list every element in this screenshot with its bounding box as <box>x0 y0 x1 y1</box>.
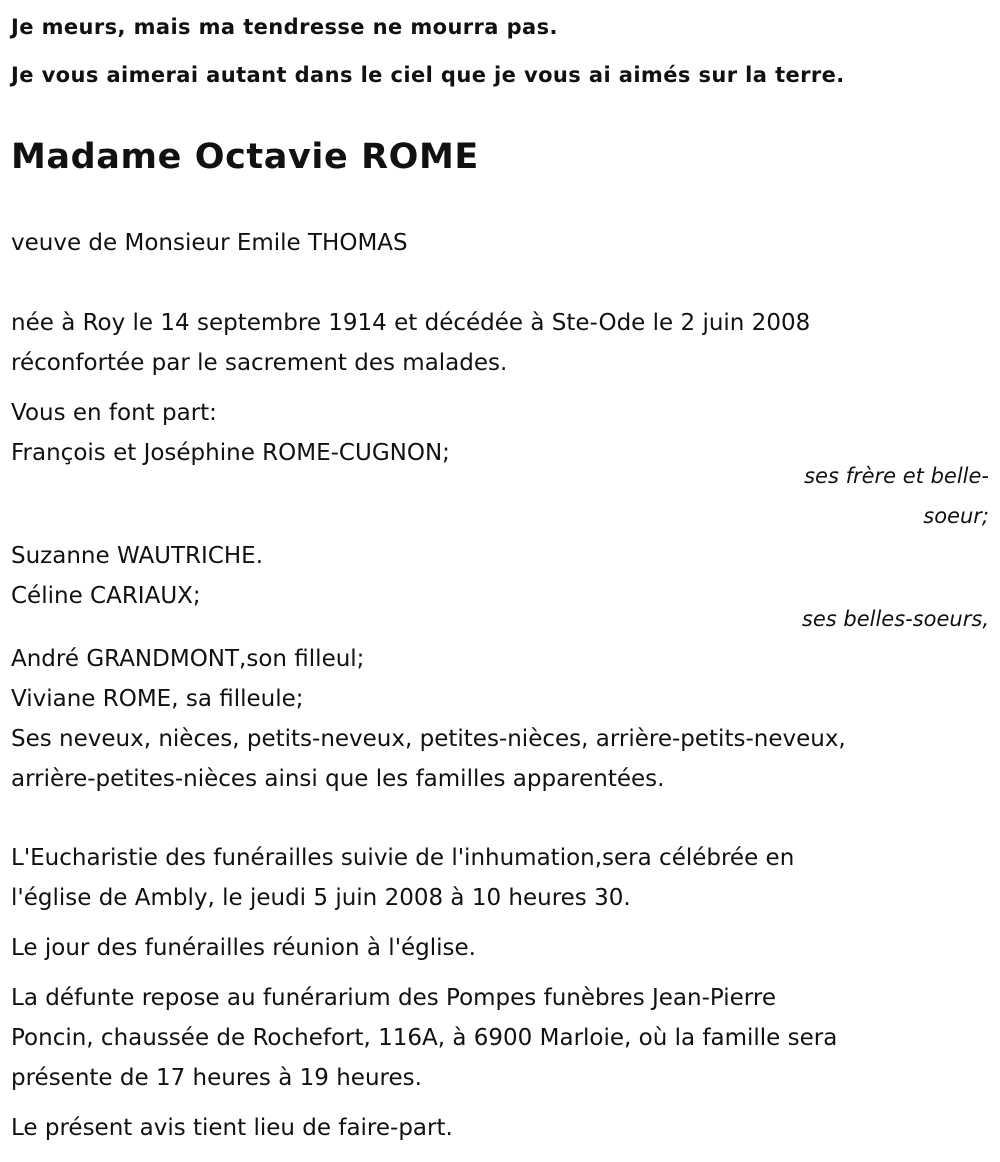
ceremony-line-1: L'Eucharistie des funérailles suivie de l'inhumation,sera célébrée en <box>11 845 795 871</box>
deceased-name: Madame Octavie ROME <box>11 137 479 177</box>
repose-line-2: Poncin, chaussée de Rochefort, 116A, à 6900 Marloie, où la famille sera <box>11 1025 838 1051</box>
family-member: François et Joséphine ROME-CUGNON; <box>11 440 450 466</box>
spouse-line: veuve de Monsieur Emile THOMAS <box>11 230 408 256</box>
relation-label: soeur; <box>923 504 989 528</box>
notice-line: Le présent avis tient lieu de faire-part. <box>11 1115 453 1141</box>
family-member: Viviane ROME, sa filleule; <box>11 686 304 712</box>
relation-label: ses belles-soeurs, <box>801 607 989 631</box>
epitaph-line-1: Je meurs, mais ma tendresse ne mourra pas. <box>11 15 558 39</box>
family-member: Céline CARIAUX; <box>11 583 201 609</box>
sacrament-line: réconfortée par le sacrement des malades. <box>11 350 508 376</box>
repose-line-3: présente de 17 heures à 19 heures. <box>11 1065 422 1091</box>
birth-death-line: née à Roy le 14 septembre 1914 et décédée à Ste-Ode le 2 juin 2008 <box>11 310 811 336</box>
epitaph-line-2: Je vous aimerai autant dans le ciel que je vous ai aimés sur la terre. <box>11 63 845 87</box>
family-member: arrière-petites-nièces ainsi que les familles apparentées. <box>11 766 665 792</box>
announcement-intro: Vous en font part: <box>11 400 217 426</box>
family-member: André GRANDMONT,son filleul; <box>11 646 365 672</box>
ceremony-line-2: l'église de Ambly, le jeudi 5 juin 2008 à 10 heures 30. <box>11 885 631 911</box>
family-member: Suzanne WAUTRICHE. <box>11 543 264 569</box>
family-member: Ses neveux, nièces, petits-neveux, petites-nièces, arrière-petits-neveux, <box>11 726 846 752</box>
repose-line-1: La défunte repose au funérarium des Pompes funèbres Jean-Pierre <box>11 985 776 1011</box>
meeting-line: Le jour des funérailles réunion à l'église. <box>11 935 476 961</box>
relation-label: ses frère et belle- <box>804 464 989 488</box>
